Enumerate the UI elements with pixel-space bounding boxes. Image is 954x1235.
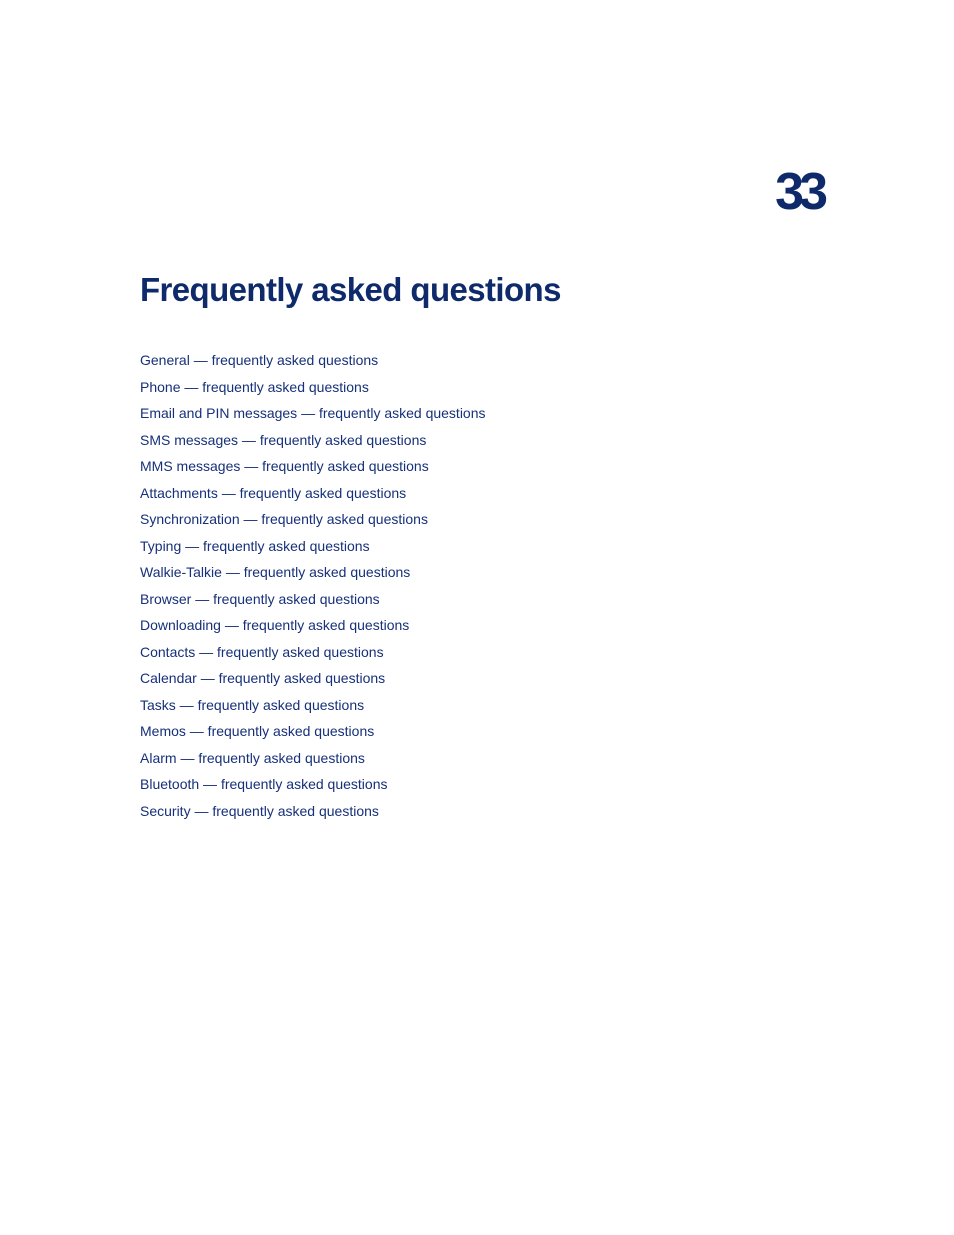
toc-link-contacts[interactable]: Contacts — frequently asked questions [140, 643, 384, 660]
toc-entry [140, 614, 486, 641]
toc-link-attachments[interactable]: Attachments — frequently asked questions [140, 484, 407, 501]
toc-entry [140, 455, 486, 482]
toc-link-browser[interactable]: Browser — frequently asked questions [140, 590, 380, 607]
toc-entry [140, 588, 486, 615]
toc-entry [140, 641, 486, 668]
toc-entry [140, 720, 486, 747]
toc-link-downloading[interactable]: Downloading — frequently asked questions [140, 617, 410, 633]
toc-entry [140, 535, 486, 562]
toc-link-calendar[interactable]: Calendar — frequently asked questions [140, 670, 386, 686]
toc-entry [140, 747, 486, 774]
toc-entry [140, 402, 486, 429]
toc-link-sms[interactable]: SMS messages — frequently asked questions [140, 431, 427, 448]
toc-link-general[interactable]: General — frequently asked questions [140, 352, 379, 368]
toc-entry [140, 508, 486, 535]
toc-link-tasks[interactable]: Tasks — frequently asked questions [140, 696, 365, 713]
toc-entry [140, 429, 486, 456]
toc-link-email-pin[interactable]: Email and PIN messages — frequently asked questions [140, 405, 486, 421]
toc-link-security[interactable]: Security — frequently asked questions [140, 802, 379, 819]
table-of-contents [140, 349, 486, 826]
toc-entry [140, 800, 486, 827]
toc-link-mms[interactable]: MMS messages — frequently asked questions [140, 458, 429, 474]
toc-entry [140, 773, 486, 800]
toc-link-memos[interactable]: Memos — frequently asked questions [140, 723, 375, 739]
toc-link-bluetooth[interactable]: Bluetooth — frequently asked questions [140, 776, 388, 792]
toc-entry [140, 561, 486, 588]
toc-link-typing[interactable]: Typing — frequently asked questions [140, 537, 370, 554]
toc-link-walkie-talkie[interactable]: Walkie-Talkie — frequently asked questions [140, 564, 411, 580]
toc-entry [140, 376, 486, 403]
toc-link-phone[interactable]: Phone — frequently asked questions [140, 378, 369, 395]
chapter-number: 33 [775, 163, 823, 221]
toc-link-alarm[interactable]: Alarm — frequently asked questions [140, 749, 365, 766]
toc-entry [140, 694, 486, 721]
toc-link-synchronization[interactable]: Synchronization — frequently asked questions [140, 511, 428, 527]
chapter-title: Frequently asked questions [140, 271, 561, 308]
toc-entry [140, 667, 486, 694]
toc-entry [140, 349, 486, 376]
toc-entry [140, 482, 486, 509]
